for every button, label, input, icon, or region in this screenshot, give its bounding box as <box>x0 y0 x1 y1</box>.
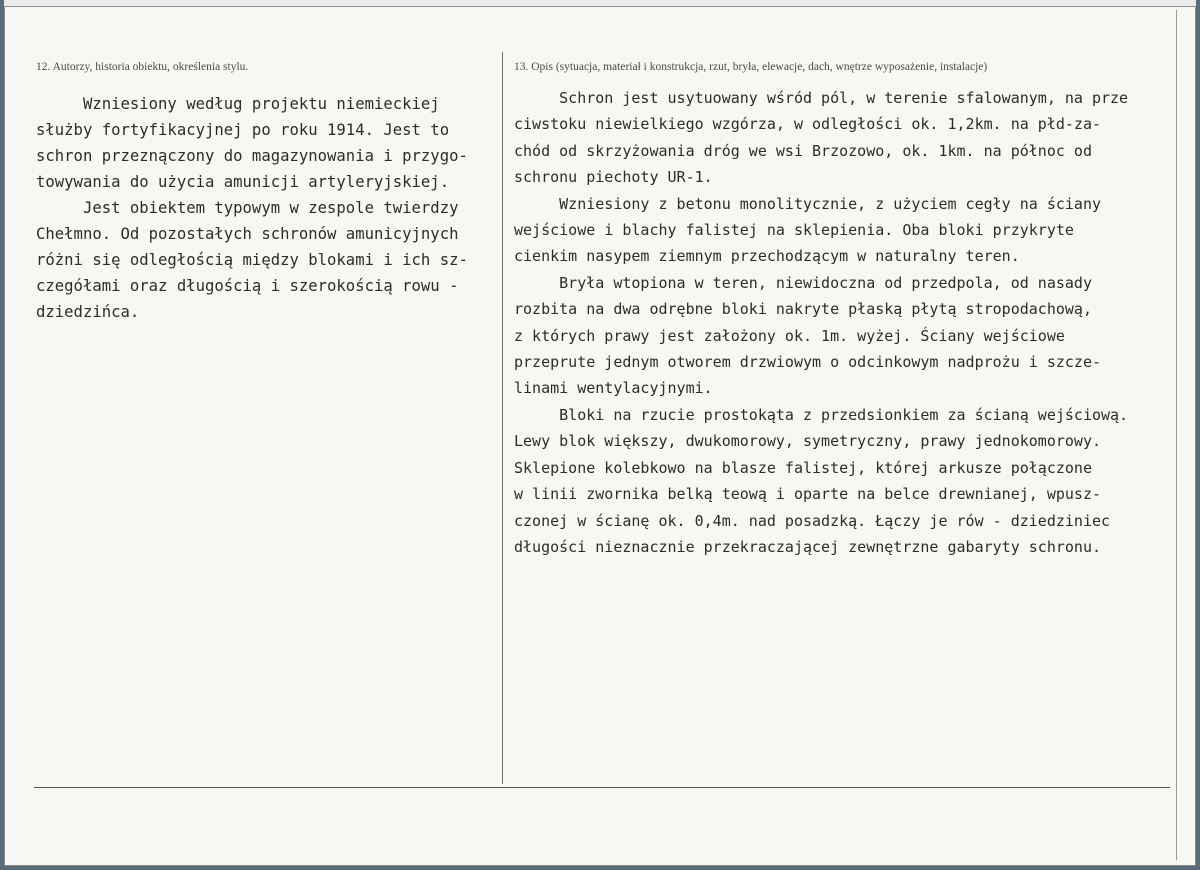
section-12-text: Wzniesiony według projektu niemieckiej służby fortyfikacyjnej po roku 1914. Jest to schron przeznączony do magazynowania i przygo- towywania do użycia amunicji artyleryjskiej. Jest obiektem typowym w zespole twierdzy Chełmno. Od pozostałych schronów amunicyjnych różni się odległością między blokami i ich sz- czegółami oraz długością i szerokością rowu - dziedzińca. <box>36 95 468 321</box>
sheet-edge <box>1176 10 1177 860</box>
column-divider <box>502 52 503 784</box>
section-12-header: 12. Autorzy, historia obiektu, określenia stylu. <box>36 61 249 73</box>
bottom-rule <box>34 787 1170 788</box>
section-13-text: Schron jest usytuowany wśród pól, w terenie sfalowanym, na prze ciwstoku niewielkiego wzgórza, w odległości ok. 1,2km. na płd-za- chód od skrzyżowania dróg we wsi Brzozowo, ok. 1km. na północ od schronu piechoty UR-1. Wzniesiony z betonu monolitycznie, z użyciem cegły na ściany wejściowe i blachy falistej na sklepienia. Oba bloki przykryte cienkim nasypem ziemnym przechodzącym w naturalny teren. Bryła wtopiona w teren, niewidoczna od przedpola, od nasady rozbita na dwa odrębne bloki nakryte płaską płytą stropodachową, z których prawy jest założony ok. 1m. wyżej. Ściany wejściowe przeprute jednym otworem drzwiowym o odcinkowym nadprożu i szcze- linami wentylacyjnymi. Bloki na rzucie prostokąta z przedsionkiem za ścianą wejściową. Lewy blok większy, dwukomorowy, symetryczny, prawy jednokomorowy. Sklepione kolebkowo na blasze falistej, której arkusze połączone w linii zwornika belką teową i oparte na belce drewnianej, wpusz- czonej w ścianę ok. 0,4m. nad posadzką. Łączy je rów - dziedziniec długości nieznacznie przekraczającej zewnętrzne gabaryty schronu. <box>514 89 1129 556</box>
section-13-header: 13. Opis (sytuacja, materiał i konstrukcja, rzut, bryła, elewacje, dach, wnętrze wyposażenie, instalacje) <box>514 61 988 73</box>
